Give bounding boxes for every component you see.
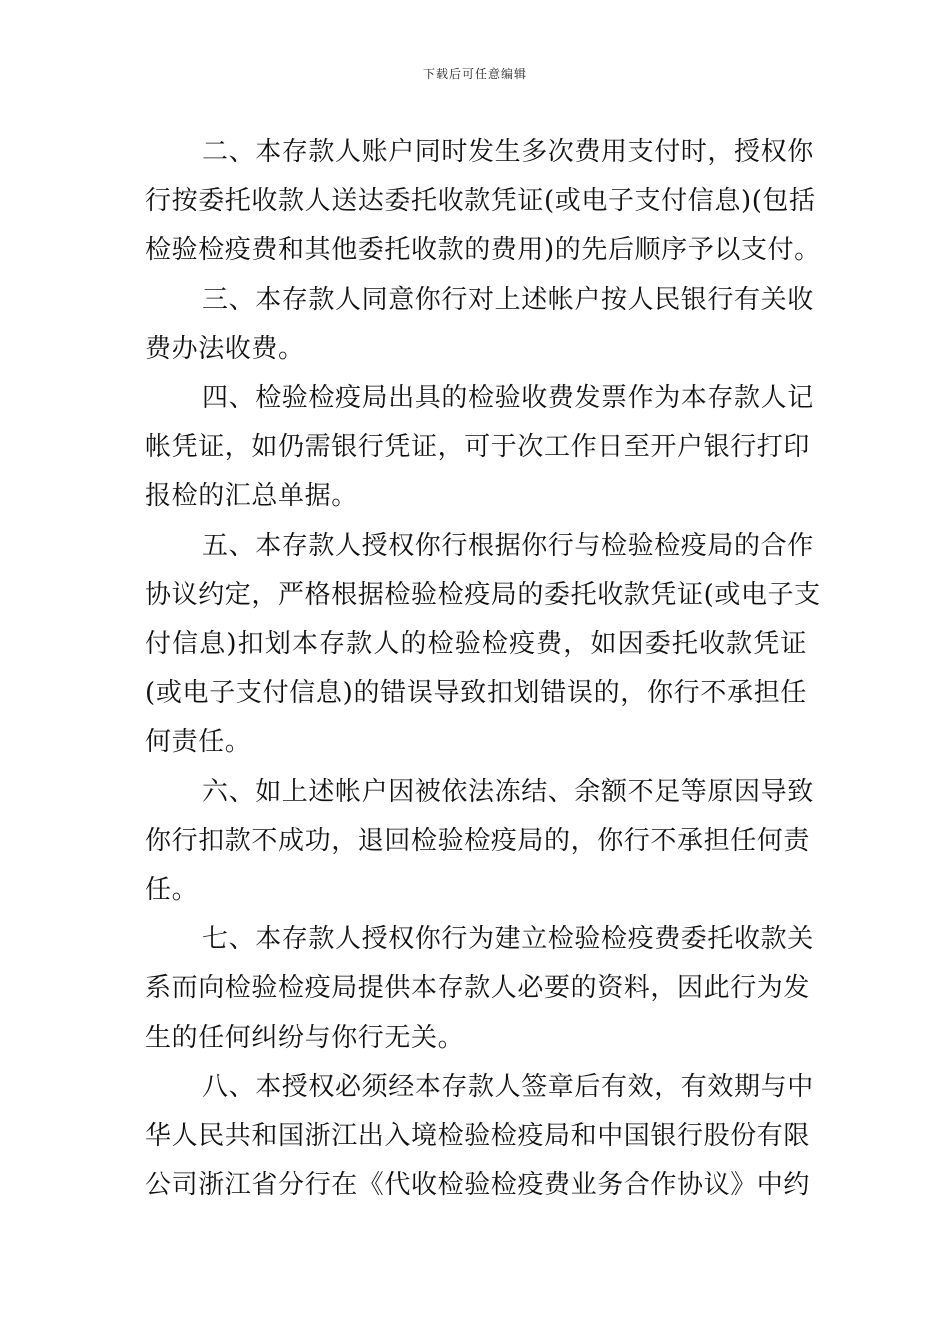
text-line: 七、本存款人授权你行为建立检验检疫费委托收款关 <box>202 924 814 955</box>
text-line: 系而向检验检疫局提供本存款人必要的资料，因此行为发 <box>145 973 811 1004</box>
text-line: 帐凭证，如仍需银行凭证，可于次工作日至开户银行打印 <box>145 432 811 463</box>
page-header: 下载后可任意编辑 <box>422 67 527 81</box>
text-line: 行按委托收款人送达委托收款凭证(或电子支付信息)(包括 <box>145 186 816 217</box>
text-line: 华人民共和国浙江出入境检验检疫局和中国银行股份有限 <box>145 1121 811 1152</box>
clause-7 <box>145 915 814 1063</box>
text-line: (或电子支付信息)的错误导致扣划错误的，你行不承担任 <box>145 678 807 709</box>
text-line: 费办法收费。 <box>145 333 305 364</box>
document-body <box>145 128 821 1210</box>
text-line: 何责任。 <box>145 727 252 758</box>
text-line: 八、本授权必须经本存款人签章后有效，有效期与中 <box>202 1071 814 1102</box>
text-line: 你行扣款不成功，退回检验检疫局的，你行不承担任何责 <box>145 825 811 856</box>
text-line: 报检的汇总单据。 <box>145 481 358 512</box>
text-line: 六、如上述帐户因被依法冻结、余额不足等原因导致 <box>202 776 814 807</box>
text-line: 三、本存款人同意你行对上述帐户按人民银行有关收 <box>202 284 814 315</box>
clause-8 <box>145 1063 814 1211</box>
clause-6 <box>145 768 814 916</box>
clause-3 <box>145 276 814 374</box>
text-line: 公司浙江省分行在《代收检验检疫费业务合作协议》中约 <box>145 1170 811 1201</box>
text-line: 检验检疫费和其他委托收款的费用)的先后顺序予以支付。 <box>145 235 821 266</box>
text-line: 协议约定，严格根据检验检疫局的委托收款凭证(或电子支 <box>145 579 821 610</box>
text-line: 五、本存款人授权你行根据你行与检验检疫局的合作 <box>202 530 814 561</box>
text-line: 四、检验检疫局出具的检验收费发票作为本存款人记 <box>202 383 814 414</box>
clause-4 <box>145 374 814 522</box>
text-line: 任。 <box>145 875 199 906</box>
text-line: 二、本存款人账户同时发生多次费用支付时，授权你 <box>202 137 814 167</box>
text-line: 付信息)扣划本存款人的检验检疫费，如因委托收款凭证 <box>145 629 807 660</box>
text-line: 生的任何纠纷与你行无关。 <box>145 1022 465 1053</box>
clause-2 <box>145 128 821 276</box>
clause-5 <box>145 522 821 768</box>
